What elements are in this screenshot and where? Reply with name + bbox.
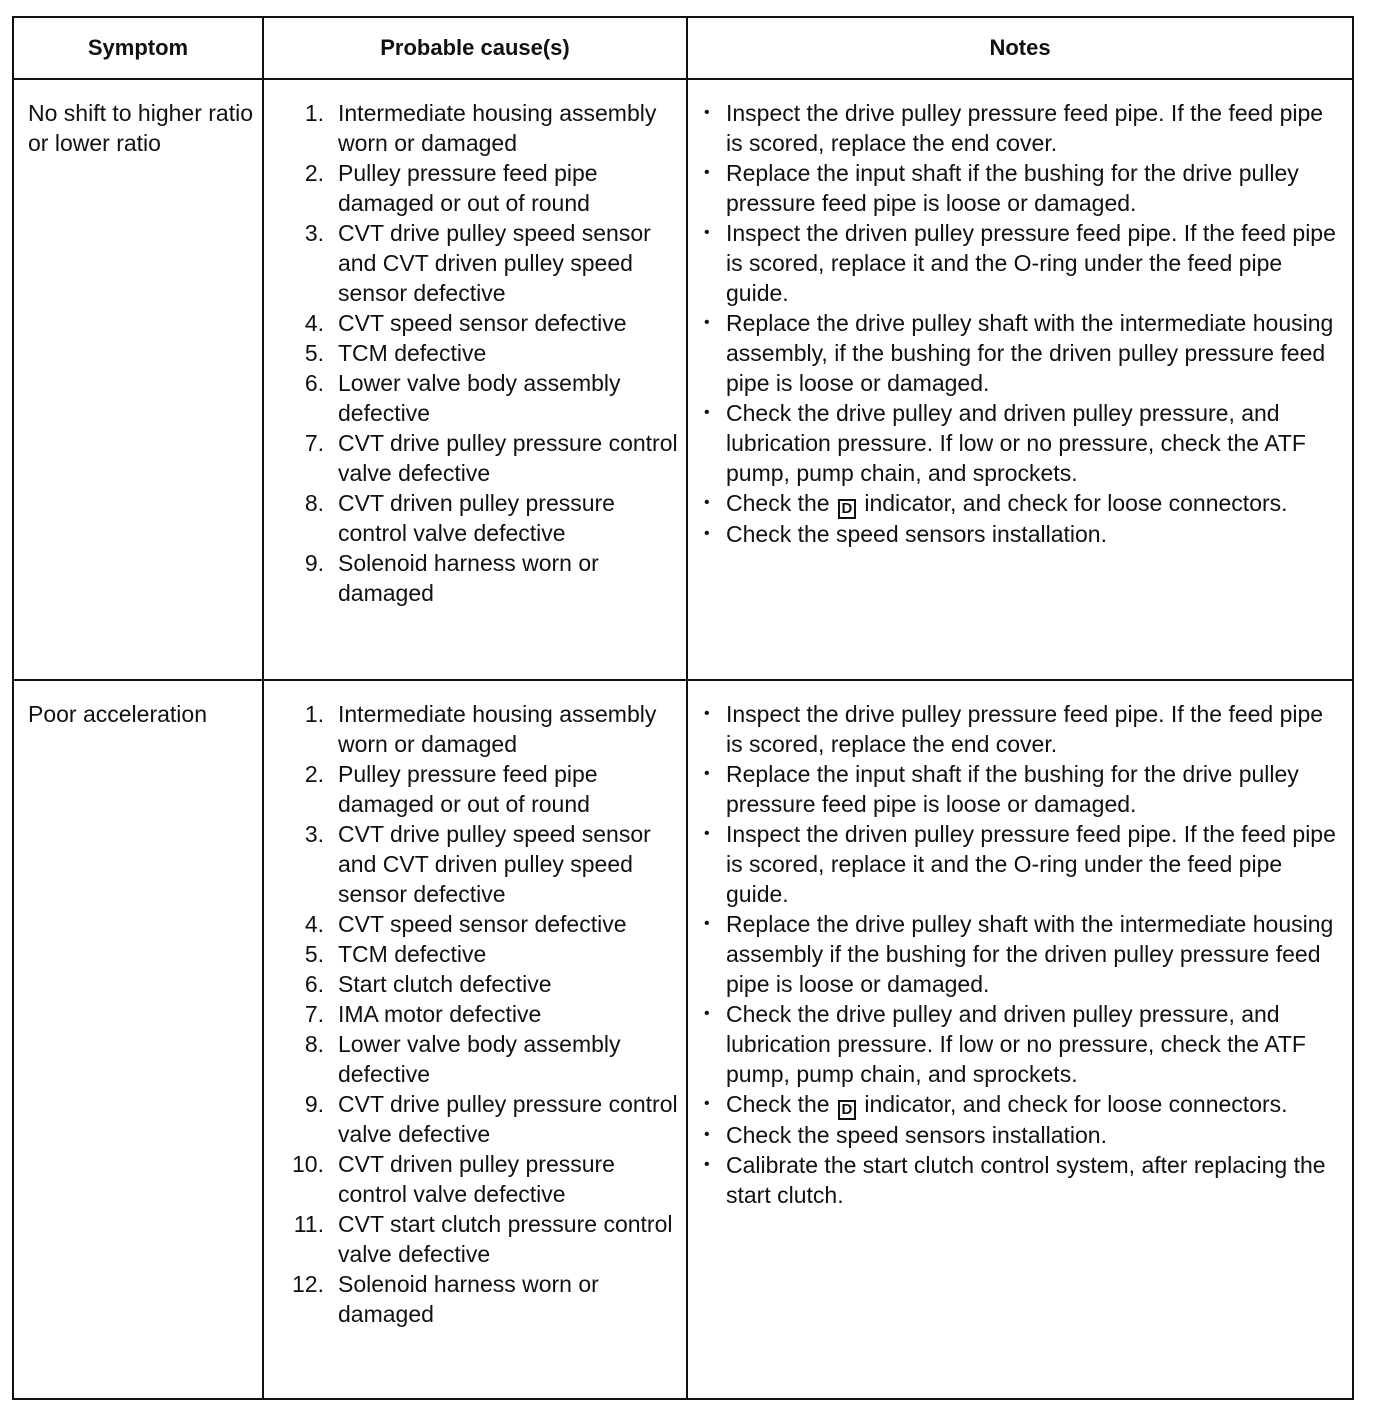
cause-number: 10.	[292, 1151, 324, 1177]
note-text: Check the drive pulley and driven pulley pressure, and lubrication pressure. If low or no pressure, check the ATF pump, pump chain, and sprockets.	[726, 400, 1306, 486]
bullet-icon: •	[704, 104, 710, 121]
note-text: Replace the input shaft if the bushing for the drive pulley pressure feed pipe is loose or damaged.	[726, 761, 1299, 817]
cause-item	[290, 999, 682, 1029]
symptom-cell	[14, 681, 262, 1398]
cause-text: Lower valve body assembly defective	[338, 370, 621, 426]
cause-item	[290, 699, 682, 759]
table-header-row	[14, 18, 1352, 80]
cause-text: CVT drive pulley speed sensor and CVT driven pulley speed sensor defective	[338, 821, 651, 907]
cause-number: 3.	[304, 220, 324, 246]
header-probable-causes: Probable cause(s)	[262, 18, 686, 78]
cause-item	[290, 98, 682, 158]
bullet-icon: •	[704, 494, 710, 511]
bullet-icon: •	[704, 164, 710, 181]
bullet-icon: •	[704, 224, 710, 241]
note-text: Check the speed sensors installation.	[726, 521, 1107, 547]
cause-number: 4.	[304, 310, 324, 336]
cause-item	[290, 759, 682, 819]
note-item	[704, 488, 1344, 519]
cause-number: 9.	[304, 550, 324, 576]
note-text-post: indicator, and check for loose connectors.	[864, 490, 1288, 516]
note-text-post: indicator, and check for loose connectors.	[864, 1091, 1288, 1117]
note-item	[704, 1089, 1344, 1120]
note-item	[704, 519, 1344, 549]
cause-item	[290, 368, 682, 428]
cause-number: 1.	[304, 100, 324, 126]
cause-number: 3.	[304, 821, 324, 847]
d-indicator-icon: D	[838, 499, 856, 519]
note-text: Inspect the drive pulley pressure feed pipe. If the feed pipe is scored, replace the end cover.	[726, 701, 1324, 757]
cause-item	[290, 909, 682, 939]
cause-cell	[262, 681, 686, 1398]
cause-text: Intermediate housing assembly worn or damaged	[338, 701, 657, 757]
symptom-text: Poor acceleration	[28, 701, 207, 727]
cause-item	[290, 218, 682, 308]
bullet-icon: •	[704, 915, 710, 932]
cause-item	[290, 819, 682, 909]
cause-number: 9.	[304, 1091, 324, 1117]
cause-number: 7.	[304, 430, 324, 456]
cause-number: 2.	[304, 160, 324, 186]
note-text: Replace the drive pulley shaft with the intermediate housing assembly, if the bushing for the driven pulley pressure feed pipe is loose or damaged.	[726, 310, 1334, 396]
note-text: Check the speed sensors installation.	[726, 1122, 1107, 1148]
note-text	[726, 488, 1344, 519]
bullet-icon: •	[704, 1156, 710, 1173]
notes-list	[704, 699, 1344, 1210]
notes-list	[704, 98, 1344, 549]
cause-item	[290, 548, 682, 608]
bullet-icon: •	[704, 825, 710, 842]
cause-number: 12.	[292, 1271, 324, 1297]
note-item	[704, 308, 1344, 398]
cause-text: Intermediate housing assembly worn or damaged	[338, 100, 657, 156]
header-notes: Notes	[686, 18, 1352, 78]
cause-item	[290, 1269, 682, 1329]
bullet-icon: •	[704, 1095, 710, 1112]
cause-text: CVT driven pulley pressure control valve defective	[338, 490, 615, 546]
notes-cell	[686, 681, 1352, 1398]
cause-number: 6.	[304, 971, 324, 997]
cause-item	[290, 338, 682, 368]
cause-number: 5.	[304, 340, 324, 366]
cause-text: IMA motor defective	[338, 1001, 542, 1027]
note-text: Replace the input shaft if the bushing for the drive pulley pressure feed pipe is loose or damaged.	[726, 160, 1299, 216]
note-text-pre: Check the	[726, 490, 830, 516]
cause-text: Start clutch defective	[338, 971, 552, 997]
cause-text: CVT start clutch pressure control valve defective	[338, 1211, 673, 1267]
note-item	[704, 1150, 1344, 1210]
cause-text: CVT speed sensor defective	[338, 310, 627, 336]
symptom-cell	[14, 80, 262, 679]
cause-list	[290, 699, 682, 1329]
bullet-icon: •	[704, 314, 710, 331]
bullet-icon: •	[704, 404, 710, 421]
notes-cell	[686, 80, 1352, 679]
note-text: Inspect the drive pulley pressure feed pipe. If the feed pipe is scored, replace the end cover.	[726, 100, 1324, 156]
cause-number: 8.	[304, 1031, 324, 1057]
cause-number: 6.	[304, 370, 324, 396]
table-row	[14, 80, 1352, 681]
cause-list	[290, 98, 682, 608]
d-indicator-icon: D	[838, 1100, 856, 1120]
cause-text: TCM defective	[338, 941, 487, 967]
symptom-text: No shift to higher ratio or lower ratio	[28, 100, 254, 156]
cause-item	[290, 158, 682, 218]
note-text: Calibrate the start clutch control system, after replacing the start clutch.	[726, 1152, 1326, 1208]
bullet-icon: •	[704, 705, 710, 722]
note-item	[704, 819, 1344, 909]
cause-item	[290, 1149, 682, 1209]
troubleshooting-table	[12, 16, 1354, 1400]
header-symptom: Symptom	[87, 35, 189, 60]
note-item	[704, 999, 1344, 1089]
note-item	[704, 398, 1344, 488]
cause-text: CVT driven pulley pressure control valve defective	[338, 1151, 615, 1207]
note-item	[704, 98, 1344, 158]
cause-number: 4.	[304, 911, 324, 937]
cause-cell	[262, 80, 686, 679]
note-text: Check the drive pulley and driven pulley pressure, and lubrication pressure. If low or no pressure, check the ATF pump, pump chain, and sprockets.	[726, 1001, 1306, 1087]
cause-text: Lower valve body assembly defective	[338, 1031, 621, 1087]
cause-item	[290, 428, 682, 488]
cause-number: 1.	[304, 701, 324, 727]
note-text	[726, 1089, 1344, 1120]
cause-item	[290, 1029, 682, 1089]
note-item	[704, 699, 1344, 759]
cause-text: Pulley pressure feed pipe damaged or out of round	[338, 160, 598, 216]
cause-item	[290, 308, 682, 338]
cause-text: CVT drive pulley pressure control valve defective	[338, 430, 678, 486]
cause-text: CVT speed sensor defective	[338, 911, 627, 937]
cause-item	[290, 939, 682, 969]
bullet-icon: •	[704, 1005, 710, 1022]
cause-number: 11.	[293, 1211, 324, 1237]
table-row	[14, 681, 1352, 1398]
cause-text: Solenoid harness worn or damaged	[338, 1271, 599, 1327]
note-text-pre: Check the	[726, 1091, 830, 1117]
cause-number: 8.	[304, 490, 324, 516]
bullet-icon: •	[704, 525, 710, 542]
note-text: Inspect the driven pulley pressure feed pipe. If the feed pipe is scored, replace it and the O-ring under the feed pipe guide.	[726, 821, 1336, 907]
cause-item	[290, 1209, 682, 1269]
bullet-icon: •	[704, 1126, 710, 1143]
note-item	[704, 909, 1344, 999]
cause-text: CVT drive pulley speed sensor and CVT driven pulley speed sensor defective	[338, 220, 651, 306]
note-text: Replace the drive pulley shaft with the intermediate housing assembly if the bushing for the driven pulley pressure feed pipe is loose or damaged.	[726, 911, 1334, 997]
cause-text: TCM defective	[338, 340, 487, 366]
cause-text: Pulley pressure feed pipe damaged or out of round	[338, 761, 598, 817]
note-item	[704, 218, 1344, 308]
cause-number: 5.	[304, 941, 324, 967]
bullet-icon: •	[704, 765, 710, 782]
cause-number: 2.	[304, 761, 324, 787]
cause-number: 7.	[304, 1001, 324, 1027]
cause-item	[290, 1089, 682, 1149]
cause-text: Solenoid harness worn or damaged	[338, 550, 599, 606]
cause-text: CVT drive pulley pressure control valve defective	[338, 1091, 678, 1147]
note-item	[704, 1120, 1344, 1150]
cause-item	[290, 488, 682, 548]
note-item	[704, 759, 1344, 819]
cause-item	[290, 969, 682, 999]
note-text: Inspect the driven pulley pressure feed pipe. If the feed pipe is scored, replace it and the O-ring under the feed pipe guide.	[726, 220, 1336, 306]
note-item	[704, 158, 1344, 218]
